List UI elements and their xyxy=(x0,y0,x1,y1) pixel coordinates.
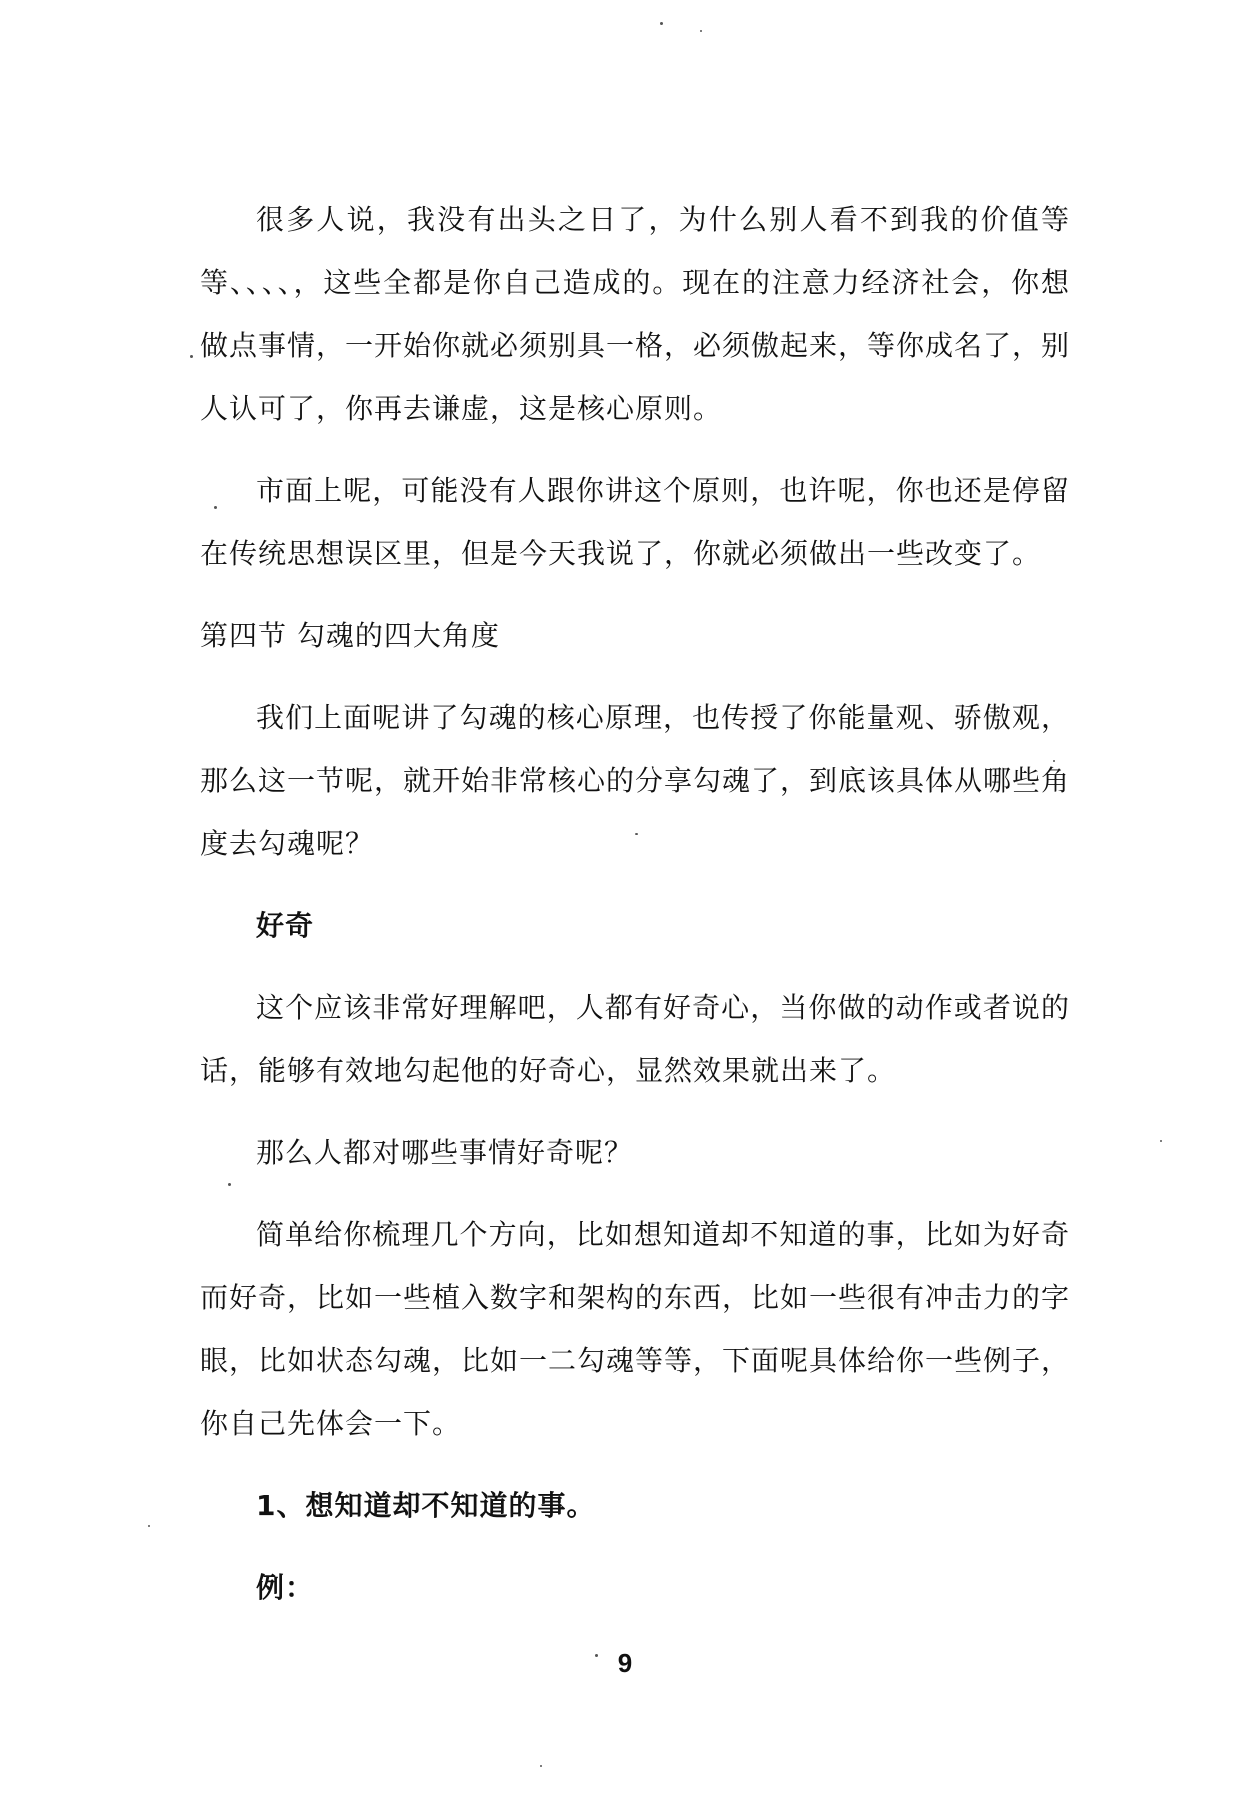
scan-speck xyxy=(214,506,217,509)
scan-speck xyxy=(635,833,638,835)
scan-speck xyxy=(660,22,663,25)
page-content xyxy=(200,188,1070,1638)
scan-speck xyxy=(700,30,702,32)
paragraph-curiosity-2: 那么人都对哪些事情好奇呢？ xyxy=(256,1136,634,1169)
page-number: 9 xyxy=(617,1648,633,1678)
section-title: 第四节 勾魂的四大角度 xyxy=(200,619,500,652)
scan-speck xyxy=(190,355,193,358)
scan-speck xyxy=(1053,760,1055,762)
paragraph-section-intro: 我们上面呢讲了勾魂的核心原理，也传授了你能量观、骄傲观，那么这一节呢，就开始非常核心的分享勾魂了，到底该具体从哪些角度去勾魂呢？ xyxy=(200,701,1071,860)
paragraph-intro-1: 很多人说，我没有出头之日了，为什么别人看不到我的价值等等、、、、，这些全都是你自己造成的。现在的注意力经济社会，你想做点事情，一开始你就必须别具一格，必须傲起来，等你成名了，别人认可了，你再去谦虚，这是核心原则。 xyxy=(200,203,1071,425)
scan-speck xyxy=(540,1765,542,1767)
example-label: 例： xyxy=(256,1571,315,1604)
scan-speck xyxy=(228,1183,231,1186)
subheading-curiosity: 好奇 xyxy=(256,909,315,942)
paragraph-curiosity-3: 简单给你梳理几个方向，比如想知道却不知道的事，比如为好奇而好奇，比如一些植入数字和架构的东西，比如一些很有冲击力的字眼，比如状态勾魂，比如一二勾魂等等，下面呢具体给你一些例子，你自己先体会一下。 xyxy=(200,1218,1071,1440)
paragraph-curiosity-1: 这个应该非常好理解吧，人都有好奇心，当你做的动作或者说的话，能够有效地勾起他的好奇心，显然效果就出来了。 xyxy=(200,991,1070,1087)
scan-speck xyxy=(595,1654,598,1657)
list-item-1: 1、想知道却不知道的事。 xyxy=(256,1489,596,1522)
scan-speck xyxy=(148,1525,150,1527)
scan-speck xyxy=(1160,1140,1162,1142)
paragraph-intro-2: 市面上呢，可能没有人跟你讲这个原则，也许呢，你也还是停留在传统思想误区里，但是今天我说了，你就必须做出一些改变了。 xyxy=(200,474,1070,570)
